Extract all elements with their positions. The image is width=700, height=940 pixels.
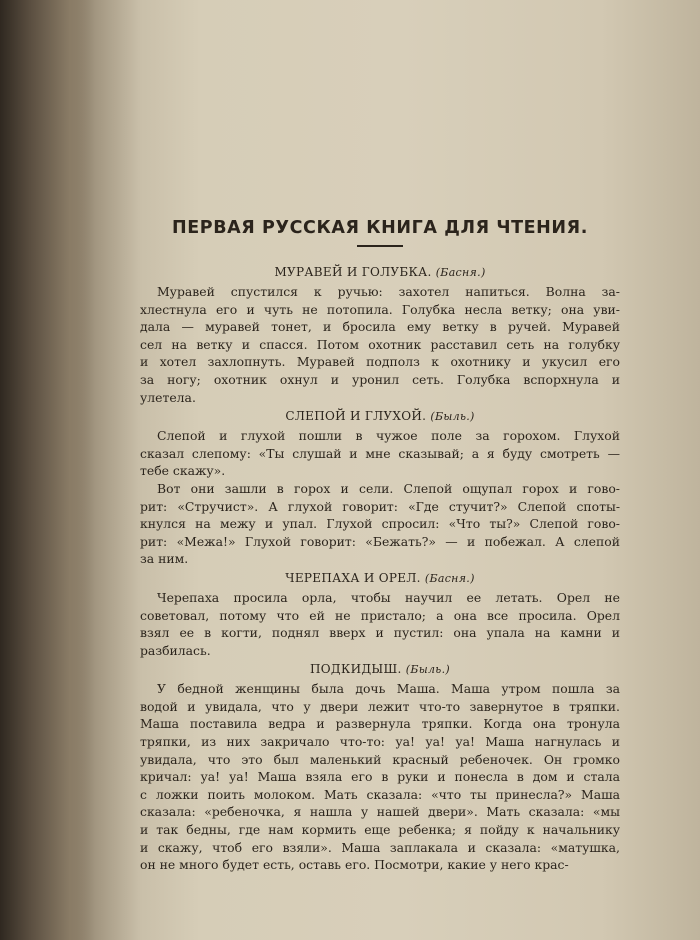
text-line: за ним. (140, 551, 189, 567)
text-line: с ложки поить молоком. Мать сказала: «что ты принесла?» Маша (140, 786, 620, 802)
text-line: сказала: «ребеночка, я нашла у нашей двери». Мать сказала: «мы (140, 804, 620, 820)
text-line: рит: «Межа!» Глухой говорит: «Бежать?» — и побежал. А слепой (140, 533, 620, 549)
section-genre: (Быль.) (430, 410, 475, 424)
paragraph (140, 427, 620, 480)
section-genre: (Басня.) (435, 266, 486, 279)
paragraph (140, 589, 620, 659)
text-line: за ногу; охотник охнул и уронил сеть. Голубка вспорхнула и (140, 371, 620, 387)
text-line: и хотел захлопнуть. Муравей подполз к охотнику и укусил его (140, 354, 620, 370)
text-line: он не много будет есть, оставь его. Посмотри, какие у него крас- (140, 857, 569, 873)
page-title: ПЕРВАЯ РУССКАЯ КНИГА ДЛЯ ЧТЕНИЯ. (171, 218, 589, 238)
paragraph (140, 680, 620, 874)
text-line: кричал: уа! уа! Маша взяла его в руки и понесла в дом и стала (140, 769, 620, 785)
section-heading (140, 662, 620, 676)
text-line: кнулся на межу и упал. Глухой спросил: «Что ты?» Слепой гово- (140, 516, 620, 532)
section-title: ПОДКИДЫШ. (310, 662, 402, 677)
section-heading (140, 409, 620, 423)
text-line: тряпки, из них закричало что-то: уа! уа! уа! Маша нагнулась и (140, 734, 620, 750)
text-line: и так бедны, где нам кормить еще ребенка; я пойду к начальнику (140, 822, 620, 838)
book-page (140, 200, 620, 874)
story-section (140, 409, 620, 568)
section-title: МУРАВЕЙ И ГОЛУБКА. (274, 265, 432, 279)
left-page-edge (0, 0, 95, 940)
text-line: сел на ветку и спасся. Потом охотник расставил сеть на голубку (140, 336, 620, 352)
text-line: советовал, потому что ей не пристало; а она все просила. Орел (140, 607, 620, 623)
text-line: Черепаха просила орла, чтобы научил ее летать. Орел не (157, 589, 620, 605)
text-line: рит: «Стручист». А глухой говорит: «Где стучит?» Слепой споты- (140, 498, 620, 514)
text-line: Муравей спустился к ручью: захотел напиться. Волна за- (157, 284, 620, 299)
text-line: Маша поставила ведра и развернула тряпки. Когда она тронула (140, 716, 620, 732)
paragraph (140, 283, 620, 406)
text-line: увидала, что это был маленький красный ребеночек. Он громко (140, 751, 620, 767)
section-title: СЛЕПОЙ И ГЛУХОЙ. (285, 409, 427, 424)
story-section (140, 662, 620, 874)
text-line: дала — муравей тонет, и бросила ему ветку в ручей. Муравей (140, 319, 620, 335)
text-line: водой и увидала, что у двери лежит что-то завернутое в тряпки. (140, 698, 620, 714)
text-line: разбилась. (140, 642, 211, 658)
paragraph (140, 480, 620, 568)
text-line: тебе скажу». (140, 463, 226, 479)
title-rule (357, 245, 403, 247)
text-line: хлестнула его и чуть не потопила. Голубка несла ветку; она уви- (140, 301, 620, 317)
text-line: улетела. (140, 389, 196, 405)
text-line: Вот они зашли в горох и сели. Слепой ощупал горох и гово- (157, 480, 620, 496)
text-line: сказал слепому: «Ты слушай и мне сказывай; а я буду смотреть — (140, 445, 620, 461)
section-heading (140, 571, 620, 585)
section-heading (140, 265, 620, 279)
text-line: У бедной женщины была дочь Маша. Маша утром пошла за (157, 681, 620, 697)
section-title: ЧЕРЕПАХА И ОРЕЛ. (285, 570, 421, 585)
section-genre: (Быль.) (405, 663, 450, 677)
section-genre: (Басня.) (424, 571, 475, 585)
text-line: и скажу, чтоб его взяли». Маша заплакала и сказала: «матушка, (140, 839, 620, 855)
story-section (140, 265, 620, 406)
text-line: взял ее в когти, поднял вверх и пустил: она упала на камни и (140, 625, 620, 641)
text-line: Слепой и глухой пошли в чужое поле за горохом. Глухой (157, 428, 620, 444)
story-section (140, 571, 620, 659)
sections-container (140, 265, 620, 874)
